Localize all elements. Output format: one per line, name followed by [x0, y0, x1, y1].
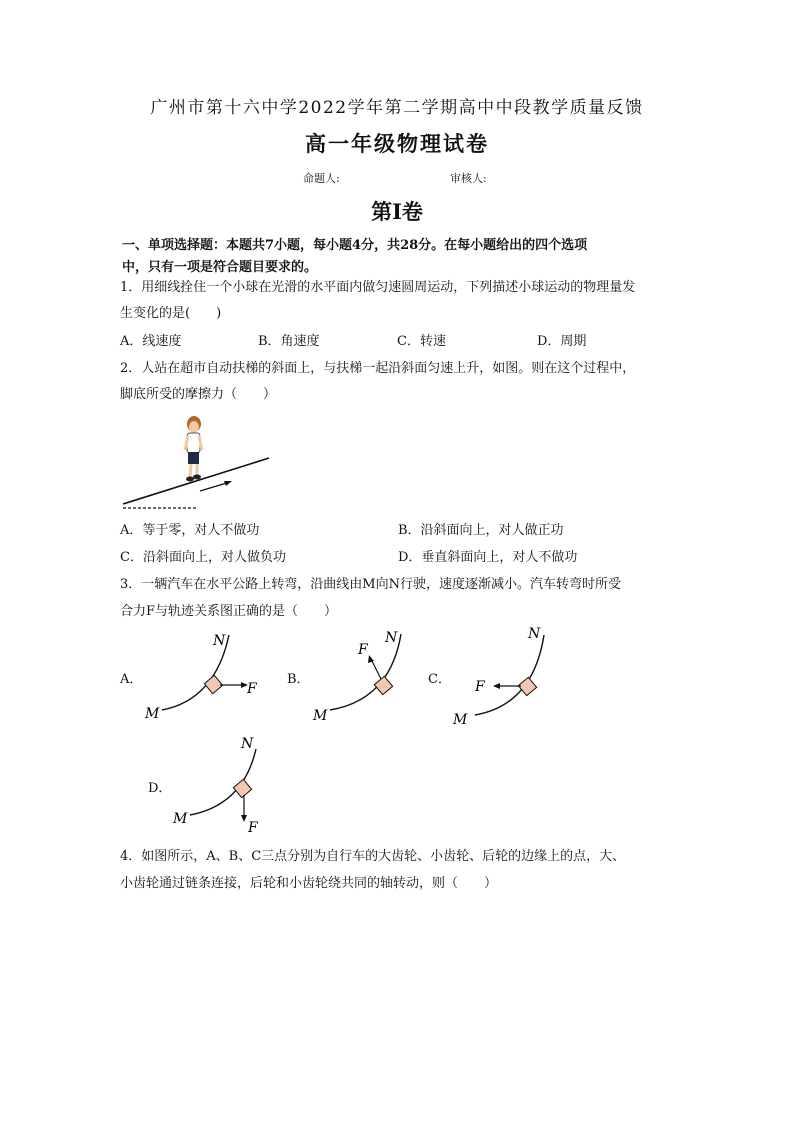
- q1-stem-line1: 1．用细线拴住一个小球在光滑的水平面内做匀速圆周运动，下列描述小球运动的物理量发: [120, 280, 636, 295]
- car-block: [233, 779, 251, 797]
- school-title: 广州市第十六中学2022学年第二学期高中中段教学质量反馈: [150, 98, 644, 118]
- car-block: [518, 677, 536, 695]
- label-n: N: [385, 630, 398, 646]
- q3-stem-line2: 合力F与轨迹关系图正确的是（ ）: [120, 604, 338, 619]
- q3-diagram-c: [448, 620, 563, 730]
- label-f: F: [475, 679, 485, 695]
- q3-diagram-c-label: C．: [428, 672, 451, 687]
- label-n: N: [528, 626, 541, 642]
- q2-option-a: A．等于零，对人不做功: [120, 523, 260, 538]
- section-instruction-line2: 中，只有一项是符合题目要求的。: [122, 260, 318, 275]
- q3-diagram-b-label: B．: [287, 672, 310, 687]
- author-label: 命题人:: [303, 172, 340, 185]
- reviewer-label: 审核人:: [450, 172, 487, 185]
- escalator-figure: [118, 405, 278, 513]
- q1-option-a: A．线速度: [120, 334, 182, 349]
- q2-option-b: B．沿斜面向上，对人做正功: [398, 523, 564, 538]
- label-m: M: [145, 706, 160, 722]
- car-block: [374, 676, 392, 694]
- label-n: N: [213, 633, 226, 649]
- label-m: M: [173, 811, 188, 827]
- q2-option-d: D．垂直斜面向上，对人不做功: [398, 550, 578, 565]
- label-f: F: [358, 642, 368, 658]
- section-instruction-line1: 一、单项选择题：本题共7小题，每小题4分，共28分。在每小题给出的四个选项: [122, 238, 588, 253]
- volume-title: 第I卷: [371, 199, 423, 224]
- q3-diagram-a-label: A．: [120, 672, 143, 687]
- label-m: M: [313, 708, 328, 724]
- force-arrow: [371, 659, 381, 679]
- car-block: [204, 675, 222, 693]
- q1-option-c: C．转速: [397, 334, 446, 349]
- q3-stem-line1: 3．一辆汽车在水平公路上转弯，沿曲线由M向N行驶，速度逐渐减小。汽车转弯时所受: [120, 577, 621, 592]
- label-f: F: [248, 820, 258, 836]
- q3-diagram-d-label: D．: [148, 781, 172, 796]
- q3-diagram-a: [140, 625, 270, 725]
- q2-stem-line2: 脚底所受的摩擦力（ ）: [120, 387, 277, 402]
- q4-stem-line2: 小齿轮通过链条连接，后轮和小齿轮绕共同的轴转动，则（ ）: [120, 876, 498, 891]
- q3-diagram-d: [168, 733, 283, 838]
- label-n: N: [241, 736, 254, 752]
- label-f: F: [247, 681, 257, 697]
- label-m: M: [453, 712, 468, 728]
- q2-option-c: C．沿斜面向上，对人做负功: [120, 550, 286, 565]
- exam-title: 高一年级物理试卷: [305, 131, 489, 156]
- trajectory-curve: [475, 635, 544, 715]
- q1-option-b: B．角速度: [258, 334, 320, 349]
- q1-stem-line2: 生变化的是( ): [120, 306, 222, 321]
- q1-option-d: D．周期: [537, 334, 587, 349]
- q4-stem-line1: 4．如图所示，A、B、C三点分别为自行车的大齿轮、小齿轮、后轮的边缘上的点，大、: [120, 849, 626, 864]
- q2-stem-line1: 2．人站在超市自动扶梯的斜面上，与扶梯一起沿斜面匀速上升，如图。则在这个过程中，: [120, 361, 636, 376]
- person-figure: [185, 416, 202, 482]
- q3-diagram-b: [305, 622, 425, 727]
